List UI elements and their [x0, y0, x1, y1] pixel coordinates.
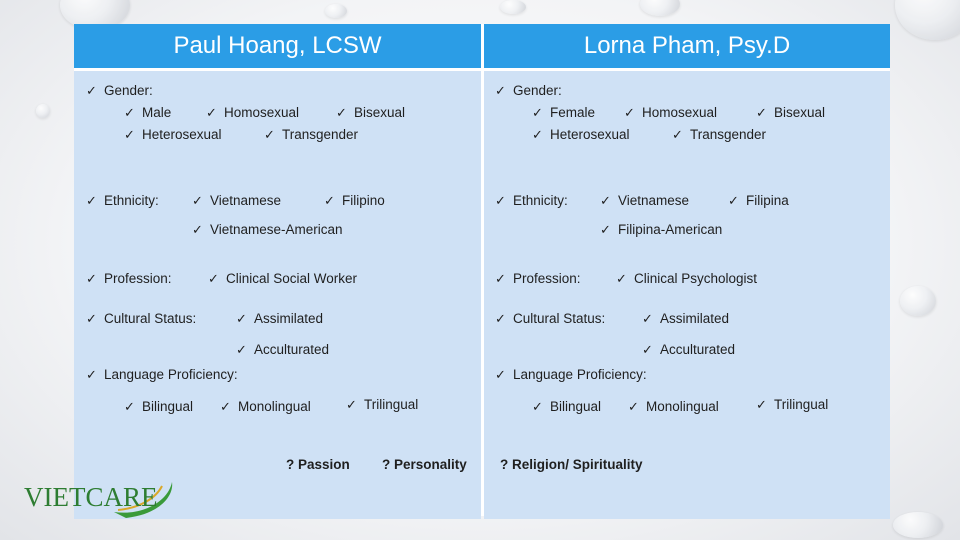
gender-option: ✓ Transgender: [672, 127, 767, 142]
gender-option: ✓ Male: [124, 105, 172, 120]
gender-option: ✓ Heterosexual: [124, 127, 222, 142]
gender-option: ✓ Transgender: [264, 127, 359, 142]
gender-option: ✓ Bisexual: [756, 105, 826, 120]
right-column-header: Lorna Pham, Psy.D: [484, 24, 890, 68]
cultural-option: ✓ Acculturated: [236, 342, 330, 357]
profession-item: ✓ Profession:: [86, 271, 172, 286]
right-profile-cell: [484, 68, 890, 519]
gender-item: ✓ Gender:: [495, 83, 562, 98]
gender-option: ✓ Female: [532, 105, 596, 120]
gender-option: ✓ Bisexual: [336, 105, 406, 120]
ethnicity-option: ✓ Vietnamese: [192, 193, 282, 208]
language-option: ✓ Trilingual: [756, 397, 829, 412]
left-column-header: Paul Hoang, LCSW: [74, 24, 481, 68]
ethnicity-option: ✓ Vietnamese-American: [192, 222, 343, 237]
water-drop-decoration: [895, 0, 960, 40]
language-option: ✓ Monolingual: [628, 399, 719, 414]
cultural-status-item: ✓ Cultural Status:: [495, 311, 606, 326]
ethnicity-item: ✓ Ethnicity:: [495, 193, 568, 208]
note-personality: ? Personality: [382, 457, 467, 472]
profession-item: ✓ Profession:: [495, 271, 581, 286]
note-passion: ? Passion: [286, 457, 350, 472]
water-drop-decoration: [893, 512, 943, 538]
ethnicity-option: ✓ Filipina-American: [600, 222, 723, 237]
water-drop-decoration: [325, 4, 347, 18]
gender-option: ✓ Heterosexual: [532, 127, 630, 142]
ethnicity-item: ✓ Ethnicity:: [86, 193, 159, 208]
cultural-option: ✓ Assimilated: [642, 311, 730, 326]
gender-option: ✓ Homosexual: [624, 105, 718, 120]
cultural-option: ✓ Acculturated: [642, 342, 736, 357]
water-drop-decoration: [900, 286, 936, 316]
left-profile-cell: [74, 68, 481, 519]
language-option: ✓ Monolingual: [220, 399, 311, 414]
gender-item: ✓ Gender:: [86, 83, 153, 98]
gender-option: ✓ Homosexual: [206, 105, 300, 120]
logo-text: VIETCARE: [24, 482, 158, 512]
column-divider: [481, 24, 484, 516]
language-item: ✓ Language Proficiency:: [495, 367, 647, 382]
profession-value: ✓ Clinical Social Worker: [208, 271, 358, 286]
language-option: ✓ Trilingual: [346, 397, 419, 412]
water-drop-decoration: [500, 0, 526, 14]
water-drop-decoration: [640, 0, 680, 16]
note-religion-spirituality: ? Religion/ Spirituality: [500, 457, 643, 472]
ethnicity-option: ✓ Vietnamese: [600, 193, 690, 208]
cultural-status-item: ✓ Cultural Status:: [86, 311, 197, 326]
water-drop-decoration: [36, 104, 50, 118]
vietcare-logo: [22, 472, 182, 522]
profession-value: ✓ Clinical Psychologist: [616, 271, 758, 286]
comparison-table: [74, 24, 890, 516]
ethnicity-option: ✓ Filipino: [324, 193, 385, 208]
cultural-option: ✓ Assimilated: [236, 311, 324, 326]
language-option: ✓ Bilingual: [532, 399, 602, 414]
language-option: ✓ Bilingual: [124, 399, 194, 414]
ethnicity-option: ✓ Filipina: [728, 193, 789, 208]
language-item: ✓ Language Proficiency:: [86, 367, 238, 382]
